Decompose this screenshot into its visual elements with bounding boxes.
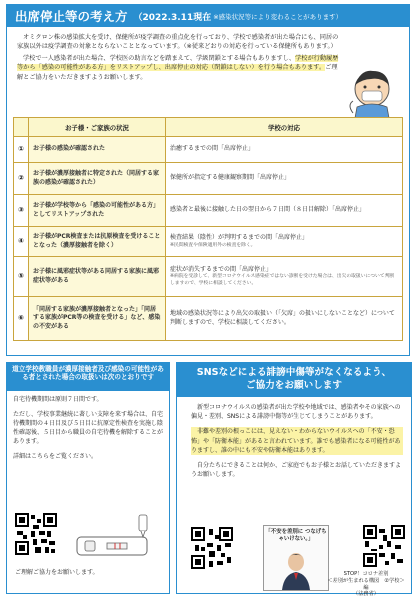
anti-discrimination-paragraph-3: 自分たちにできることは何か、ご家庭でもお子様とお話していただきますようお願いします。 [191,462,402,479]
row-response [166,257,403,297]
table-row [14,257,403,297]
intro-text [17,33,339,84]
anti-discrimination-title-line-2: ご協力をお願いします [246,380,342,391]
staff-policy-paragraph-2: ただし、学校事業継続に著しい支障を来す場合は、自宅待機期間の４日目及び５日目に抗原定性検査を実施し陰性確認後、５日目から職員の自宅待機を解除することがあります。 [13,411,164,445]
intro-paragraph-2a: 学校で一人感染者が出た場合、学校医の助言などを踏まえて、学級閉鎖とする場合もありますし、 [23,54,296,62]
staff-policy-paragraph-3: 詳細はこちらをご覧ください。 [13,453,98,460]
row-number: ② [14,163,29,195]
row-number: ⑤ [14,257,29,297]
attendance-table [13,117,403,341]
row-response: 治癒するまでの間「出席停止」 [166,137,403,163]
table-row [14,163,403,195]
intro-paragraph-2c: ご理解とご協力をいただきますようお願いします。 [17,64,338,81]
row-number: ① [14,137,29,163]
table-row [14,297,403,341]
row-situation: お子様が学校等から「感染の可能性がある方」としてリストアップされた [29,195,166,227]
table-header-response: 学校の対応 [166,118,403,137]
section-header [7,5,409,27]
row-response-text: 検査結果（陰性）が判明するまでの間「出席停止」 [170,234,309,242]
staff-policy-paragraph-1: 自宅待機期間は原則７日間です。 [13,396,103,403]
stop-caption-line-1: STOP！コロナ差別 [343,571,389,577]
table-header-situation: お子様・ご家族の状況 [29,118,166,137]
row-response: 地域の感染状況等により出欠の取扱い（「欠席」の扱いにしないことなど）について判断しますので、学校に相談してください。 [166,297,403,341]
row-situation: お子様に風邪症状等がある同居する家族に風邪症状等がある [29,257,166,297]
anti-discrimination-title-line-1: SNSなどによる誹謗中傷等がなくなるよう、 [196,367,392,378]
intro-paragraph-1: オミクロン株の感染拡大を受け、保健所が疫学調査の重点化を行っており、学校で感染者が出た場合にも、同居の家族以外は疫学調査の対象とならないこととなっています。（※従来どおりの対応を行っている保健所もあります。） [17,34,339,51]
header-note: ※感染状況等により変わることがあります） [213,12,343,21]
date-label: （2022.3.11現在 [133,12,212,23]
antigen-test-kit-illustration [73,513,159,565]
staff-policy-section [6,362,170,594]
intro-highlight: 学校が行動履歴等から「感染の可能性がある方」をリストアップし、出席停止の対応（閉鎖はしない）を行う場合もあります。 [17,54,339,72]
table-header-num [14,118,29,137]
stop-discrimination-caption [325,571,407,598]
qr-code-icon[interactable] [15,513,57,555]
staff-policy-closing: ご理解ご協力をお願いします。 [15,569,99,576]
page-title: 出席停止等の考え方 [15,9,128,24]
intro-paragraph-2 [17,54,339,82]
poster-caption: 「不安を差別に つなげちゃいけない。」 [265,529,327,542]
anti-discrimination-title [177,363,411,397]
row-situation: お子様が濃厚接触者に特定された（同居する家族の感染が確認された） [29,163,166,195]
staff-policy-title: 道立学校教職員が濃厚接触者及び感染の可能性がある者とされた場合の取扱いは次のとおりです [7,363,169,391]
qr-code-icon[interactable] [191,527,233,569]
person-portrait-icon [278,548,314,590]
row-situation: 「同居する家族が濃厚接触者となった」「同居する家族がPCR等の検査を受ける」など、感染の不安がある [29,297,166,341]
table-row [14,137,403,163]
row-response-note: ※民間検査や保険適用外の検査を除く。 [170,242,256,248]
row-response: 感染者と最後に接触した日の翌日から７日間（８日目解除）「出席停止」 [166,195,403,227]
table-header-row [14,118,403,137]
qr-code-icon[interactable] [363,525,405,567]
poster-thumbnail[interactable] [263,525,329,591]
anti-discrimination-body [177,397,411,479]
row-number: ③ [14,195,29,227]
stop-caption-line-3: （法務省） [353,591,379,598]
row-situation: お子様がPCR検査または抗原検査を受けることとなった（濃厚接触者を除く） [29,227,166,257]
row-situation: お子様の感染が確認された [29,137,166,163]
stop-caption-line-2: ＜差別が生まれる構図 ②学校＞編 [327,577,405,591]
row-response-note: ※病院を受診して、新型コロナウイルス感染症ではない診断を受けた場合は、出欠の取扱いについて判断しますので、学校に相談してください。 [170,274,395,286]
staff-policy-body [7,391,169,471]
anti-discrimination-paragraph-2: 非難や差別の根っこには、見えない・わからないウイルスへの「不安・恐怖」や「防衛本能」があると言われています。誰でも感染者になる可能性がありますし、誰の中にも不安や防衛本能はあります。 [191,427,403,455]
attendance-section [6,4,410,356]
row-response: 保健所が指定する健康観察期間「出席停止」 [166,163,403,195]
row-response-text: 症状が消失するまでの間「出席停止」 [170,265,273,273]
table-row [14,227,403,257]
anti-discrimination-paragraph-1: 新型コロナウイルスの感染者が出た学校や地域では、感染者やその家族への偏見・差別、SNSによる誹謗中傷等が生じてしまうことがあります。 [191,404,401,421]
table-row [14,195,403,227]
row-response [166,227,403,257]
row-number: ⑥ [14,297,29,341]
anti-discrimination-section [176,362,412,598]
row-number: ④ [14,227,29,257]
